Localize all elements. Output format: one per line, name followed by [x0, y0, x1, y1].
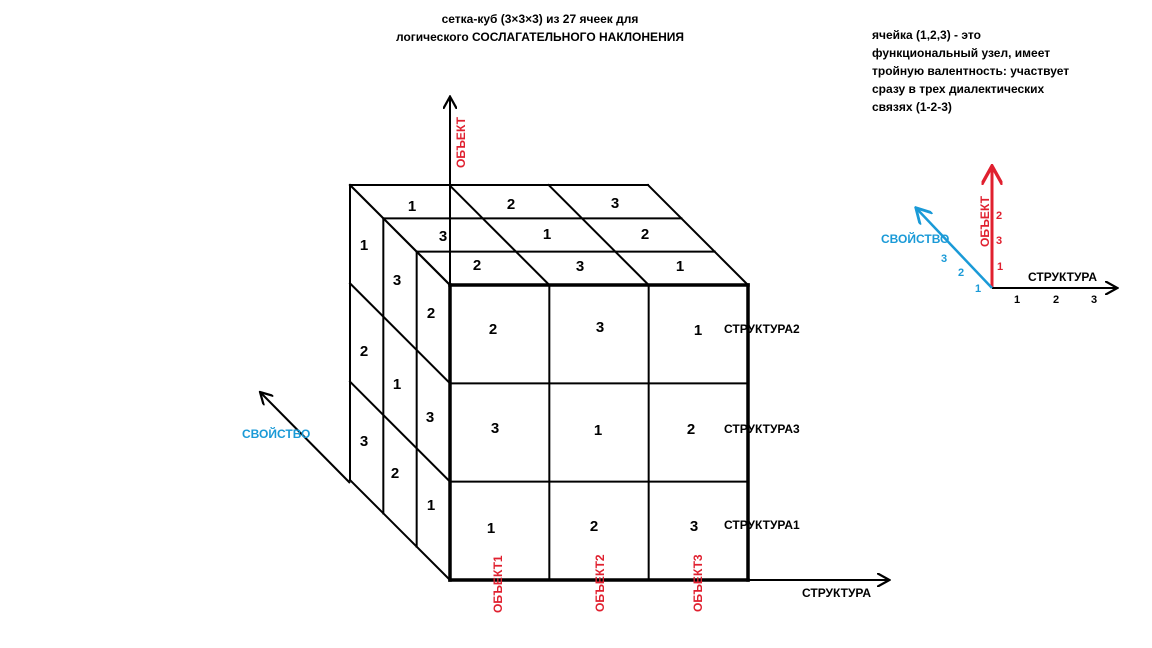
cube-grid-lines [350, 185, 748, 580]
top-cell-r1c2: 2 [506, 196, 516, 213]
left-cell-r3c3: 1 [426, 497, 436, 514]
top-cell-r2c3: 2 [640, 226, 650, 243]
row-label-struktura1: СТРУКТУРА1 [724, 518, 800, 532]
front-cell-r1c1: 2 [488, 321, 498, 338]
mini-struktura-tick-2: 2 [1053, 294, 1060, 306]
mini-svojstvo-label: СВОЙСТВО [881, 232, 950, 246]
left-cell-r3c1: 3 [359, 433, 369, 450]
top-cell-r3c2: 3 [575, 258, 585, 275]
top-cell-r2c2: 1 [542, 226, 552, 243]
top-cell-r3c1: 2 [472, 257, 482, 274]
front-face-numbers [487, 319, 702, 537]
column-label-objekt2: ОБЪЕКТ2 [593, 554, 607, 612]
front-cell-r2c3: 2 [686, 421, 696, 438]
row-label-struktura2: СТРУКТУРА2 [724, 322, 800, 336]
front-row-labels [724, 322, 800, 532]
mini-struktura-tick-3: 3 [1091, 294, 1098, 306]
front-cell-r1c2: 3 [595, 319, 605, 336]
left-cell-r2c3: 3 [425, 409, 435, 426]
note-line-3: тройную валентность: участвует [872, 64, 1070, 78]
note-line-5: связях (1-2-3) [872, 100, 952, 114]
top-cell-r2c1: 3 [438, 228, 448, 245]
left-grid-back [350, 480, 450, 580]
column-label-objekt1: ОБЪЕКТ1 [491, 555, 505, 613]
left-grid-back [350, 382, 450, 482]
title-line-1: сетка-куб (3×3×3) из 27 ячеек для [441, 12, 639, 26]
svojstvo-axis-label: СВОЙСТВО [242, 427, 311, 441]
note-line-1: ячейка (1,2,3) - это [872, 28, 981, 42]
mini-axes [881, 168, 1116, 306]
mini-objekt-tick-2: 2 [996, 210, 1003, 222]
front-cell-r3c1: 1 [486, 520, 496, 537]
mini-svojstvo-tick-3: 3 [941, 253, 948, 265]
top-grid-back [449, 185, 552, 285]
mini-objekt-label: ОБЪЕКТ [978, 196, 992, 247]
left-face-numbers [360, 237, 435, 514]
mini-objekt-tick-3: 3 [996, 235, 1003, 247]
mini-svojstvo-tick-1: 1 [975, 283, 982, 295]
front-cell-r1c3: 1 [693, 322, 703, 339]
struktura-axis-label: СТРУКТУРА [802, 586, 872, 600]
mini-objekt-tick-1: 1 [997, 261, 1004, 273]
left-cell-r2c2: 1 [392, 376, 402, 393]
mini-struktura-tick-1: 1 [1014, 294, 1021, 306]
mini-svojstvo-tick-2: 2 [958, 267, 965, 279]
mini-struktura-label: СТРУКТУРА [1028, 270, 1098, 284]
left-cell-r3c2: 2 [390, 465, 400, 482]
front-cell-r3c3: 3 [689, 518, 699, 535]
left-grid-back [350, 283, 450, 383]
left-cell-r1c3: 2 [426, 305, 436, 322]
front-cell-r3c2: 2 [589, 518, 599, 535]
left-cell-r1c2: 3 [392, 272, 402, 289]
front-column-labels [491, 554, 705, 613]
note-line-4: сразу в трех диалектических [872, 82, 1045, 96]
left-cell-r2c1: 2 [359, 343, 369, 360]
row-label-struktura3: СТРУКТУРА3 [724, 422, 800, 436]
column-label-objekt3: ОБЪЕКТ3 [691, 554, 705, 612]
left-cell-r1c1: 1 [359, 237, 369, 254]
top-cell-r3c3: 1 [675, 258, 685, 275]
top-cell-r1c1: 1 [407, 198, 417, 215]
objekt-axis-label: ОБЪЕКТ [454, 117, 468, 168]
front-cell-r2c2: 1 [593, 422, 603, 439]
top-grid-back [648, 185, 748, 285]
title-line-2: логического СОСЛАГАТЕЛЬНОГО НАКЛОНЕНИЯ [396, 30, 684, 44]
front-cell-r2c1: 3 [490, 420, 500, 437]
note-line-2: функциональный узел, имеет [872, 46, 1051, 60]
top-grid-back [549, 185, 649, 285]
top-cell-r1c3: 3 [610, 195, 620, 212]
left-grid-back [350, 185, 450, 285]
